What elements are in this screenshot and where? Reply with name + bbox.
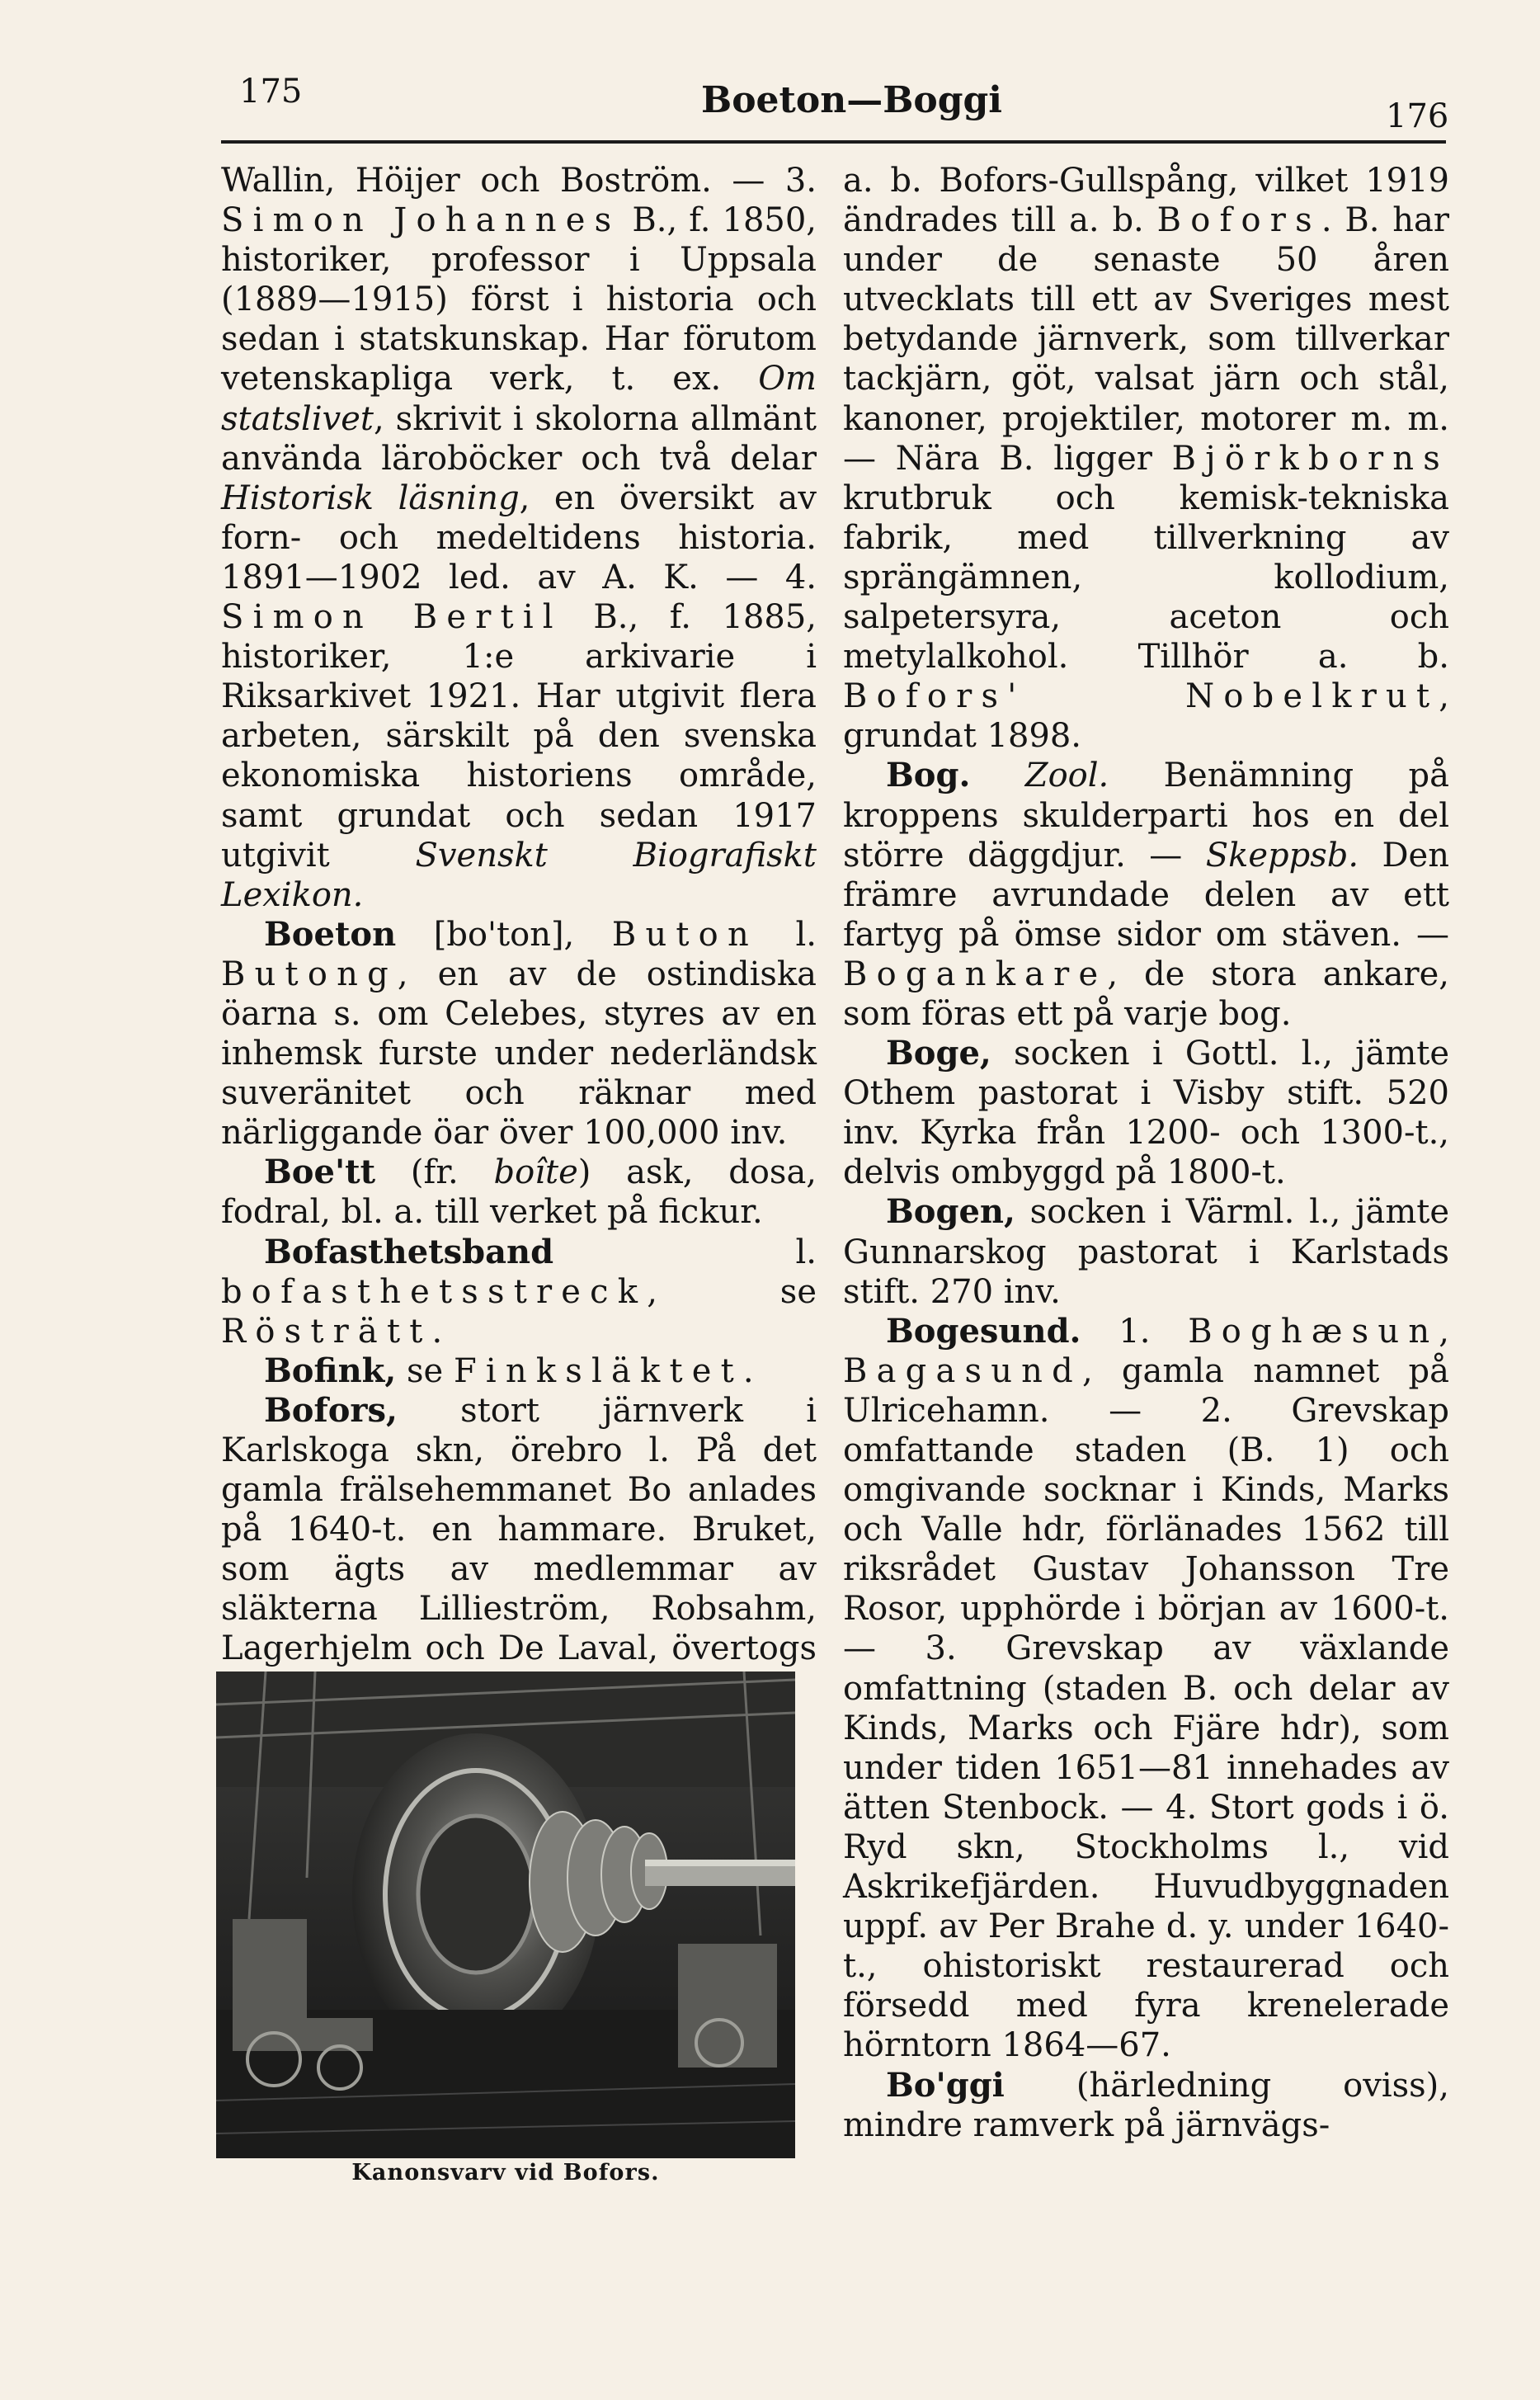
page-number-left: 175 bbox=[239, 73, 303, 111]
running-head: Boeton—Boggi bbox=[701, 79, 1002, 121]
right-column bbox=[843, 161, 1449, 2145]
entry-boett: Boe'tt (fr. boîte) ask, dosa, fodral, bl. a. till verket på fickur. bbox=[221, 1153, 817, 1232]
entry-bofors: Bofors, stort järnverk i Karlskoga skn, örebro l. På det gamla frälsehemmanet Bo anlades på 1640-t. en hammare. Bruket, som ägts av medlemmar av släkterna Lillieström, Robsahm, Lagerhjelm och De Laval, övertogs bbox=[221, 1390, 817, 1668]
headword: Bog. bbox=[886, 756, 971, 795]
left-column bbox=[221, 161, 817, 1709]
entry-bogesund: Bogesund. 1. Boghæsun, Bagasund, gamla namnet på Ulricehamn. — 2. Grevskap omfattande staden (B. 1) och omgivande socknar i Kinds, Marks och Valle hdr, förlänades 1562 till riksrådet Gustav Johansson Tre Rosor, upphörde i början av 1600-t. — 3. Grevskap av växlande omfattning (staden B. och delar av Kinds, Marks och Fjäre hdr), som under tiden 1651—81 innehades av ätten Stenbock. — 4. Stort gods i ö. Ryd skn, Stockholms l., vid Askrikefjärden. Huvudbyggnaden uppf. av Per Brahe d. y. under 1640-t., ohistoriskt restaurerad och försedd med fyra krenelerade hörntorn 1864—67. bbox=[843, 1311, 1449, 2065]
photo-gun-lathe bbox=[216, 1672, 795, 2158]
entry-bofors-cont: a. b. Bofors-Gullspång, vilket 1919 ändrades till a. b. Bofors. B. har under de senaste 50 åren utvecklats till ett av Sveriges mest betydande järnverk, som tillverkar tackjärn, göt, valsat järn och stål, kanoner, projektiler, motorer m. m. — Nära B. ligger Björkborns krutbruk och kemisk-tekniska fabrik, med tillverkning av sprängämnen, kollodium, salpetersyra, aceton och metylalkohol. Tillhör a. b. Bofors' Nobelkrut, grundat 1898. bbox=[843, 162, 1449, 756]
headword: Bo'ggi bbox=[886, 2065, 1005, 2105]
entry-boge: Boge, socken i Gottl. l., jämte Othem pastorat i Visby stift. 520 inv. Kyrka från 1200- och 1300-t., delvis ombyggd på 1800-t. bbox=[843, 1034, 1449, 1192]
headword: Boge, bbox=[886, 1034, 991, 1073]
headword: Bofink, bbox=[264, 1351, 397, 1390]
headword: Bofors, bbox=[264, 1390, 398, 1430]
entry-boeton: Boeton [bo'ton], Buton l. Butong, en av de ostindiska öarna s. om Celebes, styres av en inhemsk furste under nederländsk suveränitet och räknar med närliggande öar över 100,000 inv. bbox=[221, 914, 817, 1153]
headword: Boe'tt bbox=[264, 1153, 376, 1192]
entry-bofink: Bofink, se Finksläktet. bbox=[264, 1351, 754, 1390]
headword: Bogesund. bbox=[886, 1311, 1081, 1351]
figure-caption: Kanonsvarv vid Bofors. bbox=[351, 2160, 660, 2185]
entry-bog: Bog. Zool. Benämning på kroppens skulderparti hos en del större däggdjur. — Skeppsb. Den främre avrundade delen av ett fartyg på ömse sidor om stäven. — Bogankare, de stora ankare, som föras ett på varje bog. bbox=[843, 756, 1449, 1033]
entry-bofasthetsband: Bofasthetsband l. bofasthetsstreck, se Rösträtt. bbox=[221, 1232, 817, 1351]
page-header bbox=[0, 0, 1540, 165]
entry-simon-cont: Wallin, Höijer och Boström. — 3. Simon Johannes B., f. 1850, historiker, professor i Uppsala (1889—1915) först i historia och sedan i statskunskap. Har förutom vetenskapliga verk, t. ex. Om statslivet, skrivit i skolorna allmänt använda läroböcker och två delar Historisk läsning, en översikt av forn- och medeltidens historia. 1891—1902 led. av A. K. — 4. Simon Bertil B., f. 1885, historiker, 1:e arkivarie i Riksarkivet 1921. Har utgivit flera arbeten, särskilt på den svenska ekonomiska historiens område, samt grundat och sedan 1917 utgivit Svenskt Biografiskt Lexikon. bbox=[221, 162, 817, 914]
entry-bogen: Bogen, socken i Värml. l., jämte Gunnarskog pastorat i Karlstads stift. 270 inv. bbox=[843, 1192, 1449, 1311]
header-rule bbox=[221, 140, 1446, 144]
page-number-right: 176 bbox=[1386, 97, 1449, 135]
headword: Bogen, bbox=[886, 1192, 1015, 1232]
headword: Boeton bbox=[264, 914, 397, 954]
entry-boggi: Bo'ggi (härledning oviss), mindre ramverk på järnvägs- bbox=[843, 2065, 1449, 2144]
headword: Bofasthetsband bbox=[264, 1232, 554, 1271]
